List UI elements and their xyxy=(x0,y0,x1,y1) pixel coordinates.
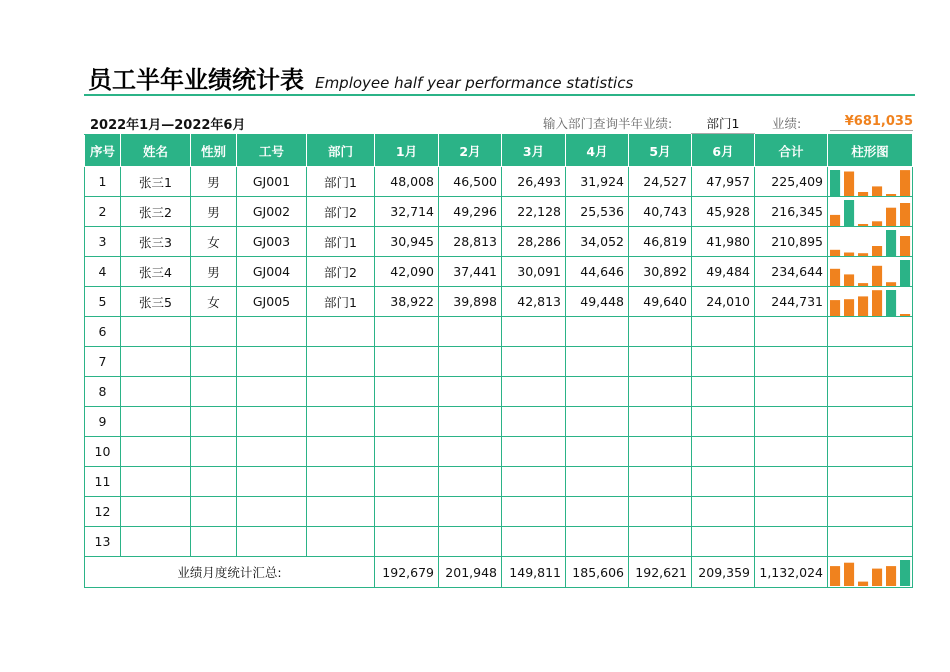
cell-month[interactable] xyxy=(502,377,566,407)
cell-total[interactable]: 225,409 xyxy=(755,167,828,197)
sparkline-bar xyxy=(872,569,882,586)
cell-total[interactable]: 234,644 xyxy=(755,257,828,287)
cell-no: 6 xyxy=(85,317,121,347)
summary-chart xyxy=(828,557,913,588)
sparkline-bar xyxy=(900,170,910,196)
cell-dept[interactable]: 部门1 xyxy=(307,287,375,317)
cell-name[interactable]: 张三5 xyxy=(121,287,191,317)
dept-query-label: 输入部门查询半年业绩: xyxy=(543,116,673,131)
cell-gender[interactable] xyxy=(191,497,237,527)
cell-gender[interactable] xyxy=(191,467,237,497)
cell-no: 9 xyxy=(85,407,121,437)
cell-month[interactable] xyxy=(502,347,566,377)
cell-id[interactable]: GJ002 xyxy=(237,197,307,227)
table-row xyxy=(85,347,913,377)
sparkline-chart xyxy=(828,168,912,196)
cell-month[interactable] xyxy=(439,467,502,497)
cell-month[interactable] xyxy=(692,347,755,377)
cell-month[interactable] xyxy=(566,317,629,347)
cell-month[interactable] xyxy=(566,377,629,407)
title-chinese: 员工半年业绩统计表 xyxy=(88,66,304,94)
cell-name[interactable]: 张三3 xyxy=(121,227,191,257)
summary-month: 201,948 xyxy=(439,557,502,588)
cell-chart xyxy=(828,227,913,257)
cell-month[interactable] xyxy=(692,317,755,347)
cell-month[interactable] xyxy=(566,437,629,467)
column-header: 6月 xyxy=(692,135,755,167)
cell-dept[interactable] xyxy=(307,467,375,497)
cell-dept[interactable] xyxy=(307,497,375,527)
cell-month[interactable]: 30,892 xyxy=(629,257,692,287)
cell-month[interactable] xyxy=(439,347,502,377)
cell-total[interactable] xyxy=(755,437,828,467)
cell-name[interactable]: 张三1 xyxy=(121,167,191,197)
cell-name[interactable] xyxy=(121,317,191,347)
sparkline-bar xyxy=(858,283,868,286)
cell-month[interactable] xyxy=(629,377,692,407)
column-header: 1月 xyxy=(375,135,439,167)
cell-no: 12 xyxy=(85,497,121,527)
cell-id[interactable] xyxy=(237,407,307,437)
cell-month[interactable] xyxy=(375,467,439,497)
cell-month[interactable] xyxy=(502,527,566,557)
cell-month[interactable] xyxy=(375,497,439,527)
cell-id[interactable] xyxy=(237,527,307,557)
sparkline-bar xyxy=(900,314,910,316)
sparkline-bar xyxy=(830,300,840,316)
cell-month[interactable] xyxy=(566,527,629,557)
cell-month[interactable]: 30,945 xyxy=(375,227,439,257)
cell-id[interactable] xyxy=(237,317,307,347)
column-header: 4月 xyxy=(566,135,629,167)
cell-dept[interactable] xyxy=(307,377,375,407)
cell-month[interactable] xyxy=(439,407,502,437)
column-header: 性别 xyxy=(191,135,237,167)
cell-month[interactable]: 49,484 xyxy=(692,257,755,287)
cell-month[interactable]: 49,640 xyxy=(629,287,692,317)
cell-chart xyxy=(828,167,913,197)
summary-row xyxy=(85,557,913,588)
cell-total[interactable] xyxy=(755,527,828,557)
column-header: 部门 xyxy=(307,135,375,167)
sparkline-chart xyxy=(828,288,912,316)
sparkline-bar xyxy=(844,171,854,196)
sparkline-bar xyxy=(830,214,840,225)
cell-month[interactable] xyxy=(692,407,755,437)
cell-gender[interactable] xyxy=(191,347,237,377)
cell-month[interactable] xyxy=(375,317,439,347)
table-row xyxy=(85,437,913,467)
cell-month[interactable]: 41,980 xyxy=(692,227,755,257)
sparkline-bar xyxy=(900,203,910,226)
sparkline-bar xyxy=(900,236,910,256)
cell-id[interactable] xyxy=(237,437,307,467)
cell-month[interactable] xyxy=(439,527,502,557)
cell-total[interactable]: 210,895 xyxy=(755,227,828,257)
cell-no: 10 xyxy=(85,437,121,467)
cell-chart xyxy=(828,257,913,287)
table-header xyxy=(85,135,913,167)
cell-no: 11 xyxy=(85,467,121,497)
cell-dept[interactable] xyxy=(307,317,375,347)
performance-table xyxy=(84,134,913,588)
cell-month[interactable] xyxy=(502,437,566,467)
column-header: 柱形图 xyxy=(828,135,913,167)
cell-dept[interactable] xyxy=(307,407,375,437)
cell-id[interactable]: GJ005 xyxy=(237,287,307,317)
cell-id[interactable] xyxy=(237,377,307,407)
cell-month[interactable] xyxy=(692,497,755,527)
cell-no: 8 xyxy=(85,377,121,407)
cell-month[interactable]: 28,813 xyxy=(439,227,502,257)
cell-month[interactable] xyxy=(566,497,629,527)
cell-month[interactable]: 26,493 xyxy=(502,167,566,197)
cell-month[interactable]: 49,296 xyxy=(439,197,502,227)
cell-name[interactable] xyxy=(121,407,191,437)
cell-month[interactable] xyxy=(629,527,692,557)
cell-month[interactable] xyxy=(439,317,502,347)
cell-id[interactable]: GJ003 xyxy=(237,227,307,257)
cell-name[interactable] xyxy=(121,377,191,407)
period-label: 2022年1月—2022年6月 xyxy=(90,118,246,133)
table-row xyxy=(85,407,913,437)
title-english: Employee half year performance statistics xyxy=(315,74,634,92)
cell-name[interactable] xyxy=(121,467,191,497)
column-header: 2月 xyxy=(439,135,502,167)
cell-month[interactable] xyxy=(629,407,692,437)
sparkline-bar xyxy=(858,253,868,256)
cell-gender[interactable] xyxy=(191,317,237,347)
summary-total: 1,132,024 xyxy=(755,557,828,588)
cell-gender[interactable]: 男 xyxy=(191,197,237,227)
column-header: 5月 xyxy=(629,135,692,167)
cell-month[interactable] xyxy=(502,407,566,437)
cell-no: 3 xyxy=(85,227,121,257)
cell-month[interactable]: 45,928 xyxy=(692,197,755,227)
table-row xyxy=(85,257,913,287)
cell-month[interactable] xyxy=(375,527,439,557)
cell-month[interactable]: 38,922 xyxy=(375,287,439,317)
sparkline-bar xyxy=(886,230,896,256)
cell-gender[interactable] xyxy=(191,407,237,437)
cell-name[interactable] xyxy=(121,347,191,377)
cell-no: 1 xyxy=(85,167,121,197)
cell-no: 2 xyxy=(85,197,121,227)
cell-no: 7 xyxy=(85,347,121,377)
column-header: 姓名 xyxy=(121,135,191,167)
cell-dept[interactable]: 部门1 xyxy=(307,227,375,257)
cell-chart xyxy=(828,317,913,347)
cell-gender[interactable] xyxy=(191,527,237,557)
cell-month[interactable] xyxy=(502,467,566,497)
cell-month[interactable] xyxy=(692,437,755,467)
table-row xyxy=(85,527,913,557)
cell-month[interactable] xyxy=(375,377,439,407)
summary-month: 192,621 xyxy=(629,557,692,588)
sparkline-bar xyxy=(886,194,896,196)
title-divider xyxy=(84,94,915,96)
table-row xyxy=(85,197,913,227)
cell-month[interactable] xyxy=(566,467,629,497)
summary-month: 185,606 xyxy=(566,557,629,588)
cell-name[interactable] xyxy=(121,437,191,467)
sparkline-chart xyxy=(828,258,912,286)
table-row xyxy=(85,497,913,527)
cell-total[interactable]: 244,731 xyxy=(755,287,828,317)
sparkline-bar xyxy=(830,268,840,285)
cell-month[interactable]: 30,091 xyxy=(502,257,566,287)
cell-month[interactable]: 39,898 xyxy=(439,287,502,317)
cell-no: 13 xyxy=(85,527,121,557)
sparkline-bar xyxy=(830,249,840,255)
cell-total[interactable]: 216,345 xyxy=(755,197,828,227)
sparkline-bar xyxy=(858,224,868,226)
cell-total[interactable] xyxy=(755,497,828,527)
sparkline-bar xyxy=(886,566,896,586)
performance-value: ¥681,035 xyxy=(830,114,913,131)
cell-gender[interactable]: 女 xyxy=(191,227,237,257)
cell-dept[interactable]: 部门2 xyxy=(307,197,375,227)
sparkline-bar xyxy=(844,274,854,286)
cell-name[interactable]: 张三2 xyxy=(121,197,191,227)
sparkline-bar xyxy=(872,290,882,316)
cell-month[interactable] xyxy=(439,497,502,527)
summary-label: 业绩月度统计汇总: xyxy=(85,557,375,588)
sparkline-chart xyxy=(828,228,912,256)
performance-label: 业绩: xyxy=(772,116,802,131)
cell-month[interactable] xyxy=(629,437,692,467)
table-row xyxy=(85,287,913,317)
cell-dept[interactable]: 部门2 xyxy=(307,257,375,287)
cell-dept[interactable] xyxy=(307,527,375,557)
cell-month[interactable]: 24,527 xyxy=(629,167,692,197)
cell-chart xyxy=(828,197,913,227)
cell-month[interactable]: 40,743 xyxy=(629,197,692,227)
cell-month[interactable]: 42,813 xyxy=(502,287,566,317)
cell-total[interactable] xyxy=(755,407,828,437)
cell-dept[interactable] xyxy=(307,437,375,467)
cell-chart xyxy=(828,527,913,557)
cell-id[interactable]: GJ001 xyxy=(237,167,307,197)
cell-no: 4 xyxy=(85,257,121,287)
cell-month[interactable]: 24,010 xyxy=(692,287,755,317)
cell-id[interactable] xyxy=(237,497,307,527)
cell-month[interactable]: 46,500 xyxy=(439,167,502,197)
sparkline-bar xyxy=(830,170,840,196)
cell-chart xyxy=(828,287,913,317)
cell-gender[interactable]: 男 xyxy=(191,167,237,197)
sparkline-bar xyxy=(872,186,882,196)
sparkline-bar xyxy=(886,290,896,316)
cell-month[interactable]: 47,957 xyxy=(692,167,755,197)
cell-id[interactable] xyxy=(237,347,307,377)
cell-name[interactable]: 张三4 xyxy=(121,257,191,287)
cell-chart xyxy=(828,437,913,467)
cell-month[interactable] xyxy=(439,437,502,467)
cell-month[interactable] xyxy=(566,347,629,377)
cell-month[interactable] xyxy=(692,467,755,497)
cell-month[interactable] xyxy=(375,437,439,467)
cell-month[interactable] xyxy=(502,497,566,527)
cell-chart xyxy=(828,467,913,497)
cell-month[interactable]: 32,714 xyxy=(375,197,439,227)
cell-month[interactable] xyxy=(692,377,755,407)
cell-month[interactable]: 37,441 xyxy=(439,257,502,287)
cell-chart xyxy=(828,377,913,407)
cell-month[interactable]: 28,286 xyxy=(502,227,566,257)
cell-month[interactable] xyxy=(692,527,755,557)
cell-month[interactable]: 46,819 xyxy=(629,227,692,257)
sparkline-chart xyxy=(828,558,912,586)
sparkline-bar xyxy=(844,563,854,586)
cell-month[interactable] xyxy=(375,347,439,377)
sparkline-bar xyxy=(872,221,882,226)
sparkline-bar xyxy=(900,560,910,586)
cell-gender[interactable] xyxy=(191,437,237,467)
cell-gender[interactable] xyxy=(191,377,237,407)
sparkline-bar xyxy=(830,566,840,586)
summary-month: 192,679 xyxy=(375,557,439,588)
cell-total[interactable] xyxy=(755,377,828,407)
cell-month[interactable]: 34,052 xyxy=(566,227,629,257)
column-header: 序号 xyxy=(85,135,121,167)
sparkline-bar xyxy=(858,192,868,196)
cell-dept[interactable]: 部门1 xyxy=(307,167,375,197)
summary-month: 209,359 xyxy=(692,557,755,588)
cell-gender[interactable]: 女 xyxy=(191,287,237,317)
sparkline-bar xyxy=(844,299,854,316)
table-row xyxy=(85,467,913,497)
cell-chart xyxy=(828,407,913,437)
cell-total[interactable] xyxy=(755,347,828,377)
dept-query-input[interactable]: 部门1 xyxy=(691,114,755,134)
cell-gender[interactable]: 男 xyxy=(191,257,237,287)
table-row xyxy=(85,167,913,197)
sparkline-bar xyxy=(844,252,854,256)
cell-name[interactable] xyxy=(121,527,191,557)
cell-no: 5 xyxy=(85,287,121,317)
table-row xyxy=(85,317,913,347)
cell-month[interactable]: 48,008 xyxy=(375,167,439,197)
cell-month[interactable]: 25,536 xyxy=(566,197,629,227)
table-row xyxy=(85,227,913,257)
cell-month[interactable] xyxy=(629,317,692,347)
cell-month[interactable] xyxy=(375,407,439,437)
cell-chart xyxy=(828,497,913,527)
cell-id[interactable]: GJ004 xyxy=(237,257,307,287)
sparkline-bar xyxy=(858,296,868,316)
cell-month[interactable]: 49,448 xyxy=(566,287,629,317)
cell-total[interactable] xyxy=(755,317,828,347)
cell-chart xyxy=(828,347,913,377)
table-row xyxy=(85,377,913,407)
cell-dept[interactable] xyxy=(307,347,375,377)
summary-month: 149,811 xyxy=(502,557,566,588)
cell-month[interactable]: 42,090 xyxy=(375,257,439,287)
sparkline-bar xyxy=(872,265,882,285)
cell-month[interactable] xyxy=(629,467,692,497)
sparkline-bar xyxy=(886,282,896,286)
cell-month[interactable] xyxy=(439,377,502,407)
cell-month[interactable] xyxy=(629,497,692,527)
cell-month[interactable]: 44,646 xyxy=(566,257,629,287)
cell-month[interactable] xyxy=(566,407,629,437)
column-header: 工号 xyxy=(237,135,307,167)
cell-month[interactable] xyxy=(502,317,566,347)
column-header: 合计 xyxy=(755,135,828,167)
sparkline-bar xyxy=(900,260,910,286)
cell-total[interactable] xyxy=(755,467,828,497)
cell-month[interactable] xyxy=(629,347,692,377)
cell-name[interactable] xyxy=(121,497,191,527)
cell-month[interactable]: 22,128 xyxy=(502,197,566,227)
sparkline-chart xyxy=(828,198,912,226)
sparkline-bar xyxy=(886,207,896,225)
sparkline-bar xyxy=(844,200,854,226)
sparkline-bar xyxy=(872,246,882,256)
cell-id[interactable] xyxy=(237,467,307,497)
cell-month[interactable]: 31,924 xyxy=(566,167,629,197)
sparkline-bar xyxy=(858,582,868,586)
page-title xyxy=(88,60,633,95)
column-header: 3月 xyxy=(502,135,566,167)
